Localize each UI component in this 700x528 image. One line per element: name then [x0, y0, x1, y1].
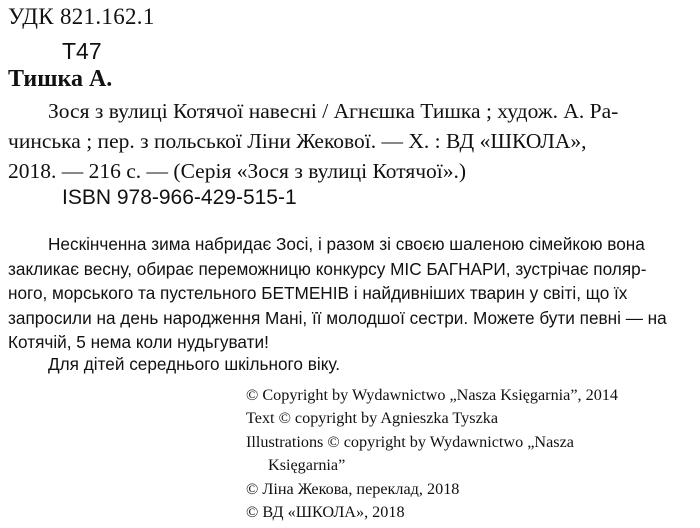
author-heading: Тишка А. [8, 66, 113, 92]
copyright-line: Illustrations © copyright by Wydawnictwo „Nasza [246, 432, 574, 451]
copyright-block [246, 384, 696, 524]
description-line: чинська ; пер. з польської Ліни Жекової. — Х. : ВД «ШКОЛА», [8, 129, 587, 153]
copyright-line: © Copyright by Wydawnictwo „Nasza Księgarnia”, 2014 [246, 386, 619, 404]
annotation-text [8, 232, 692, 355]
copyright-line: © Ліна Жекова, переклад, 2018 [246, 479, 460, 498]
isbn-number: ISBN 978-966-429-515-1 [62, 186, 297, 209]
target-audience: Для дітей середнього шкільного віку. [48, 354, 341, 374]
copyright-line: Księgarnia” [268, 456, 346, 475]
bibliographic-description [8, 96, 692, 186]
copyright-line: Text © copyright by Agnieszka Tyszka [246, 409, 499, 428]
copyright-line: © ВД «ШКОЛА», 2018 [246, 503, 405, 522]
annotation-line: Нескінченна зима набридає Зосі, і разом зі своєю шаленою сімейкою вона [48, 234, 645, 254]
annotation-line: ного, морського та пустельного БЕТМЕНІВ і найдивніших тварин у світі, що їх [8, 283, 628, 303]
annotation-line: Котячій, 5 нема коли нудьгувати! [8, 332, 269, 352]
udk-code: УДК 821.162.1 [8, 4, 155, 29]
description-line: 2018. — 216 с. — (Серія «Зося з вулиці Котячої».) [8, 159, 467, 183]
annotation-line: закликає весну, обирає переможницю конкурсу МІС БАГНАРИ, зустрічає поляр- [8, 258, 647, 279]
annotation-line: запросили на день народження Мані, її молодшої сестри. Можете бути певні — на [8, 307, 667, 328]
author-mark: Т47 [62, 38, 102, 64]
description-line: Зося з вулиці Котячої навесні / Агнєшка Тишка ; худож. А. Ра- [48, 99, 619, 123]
